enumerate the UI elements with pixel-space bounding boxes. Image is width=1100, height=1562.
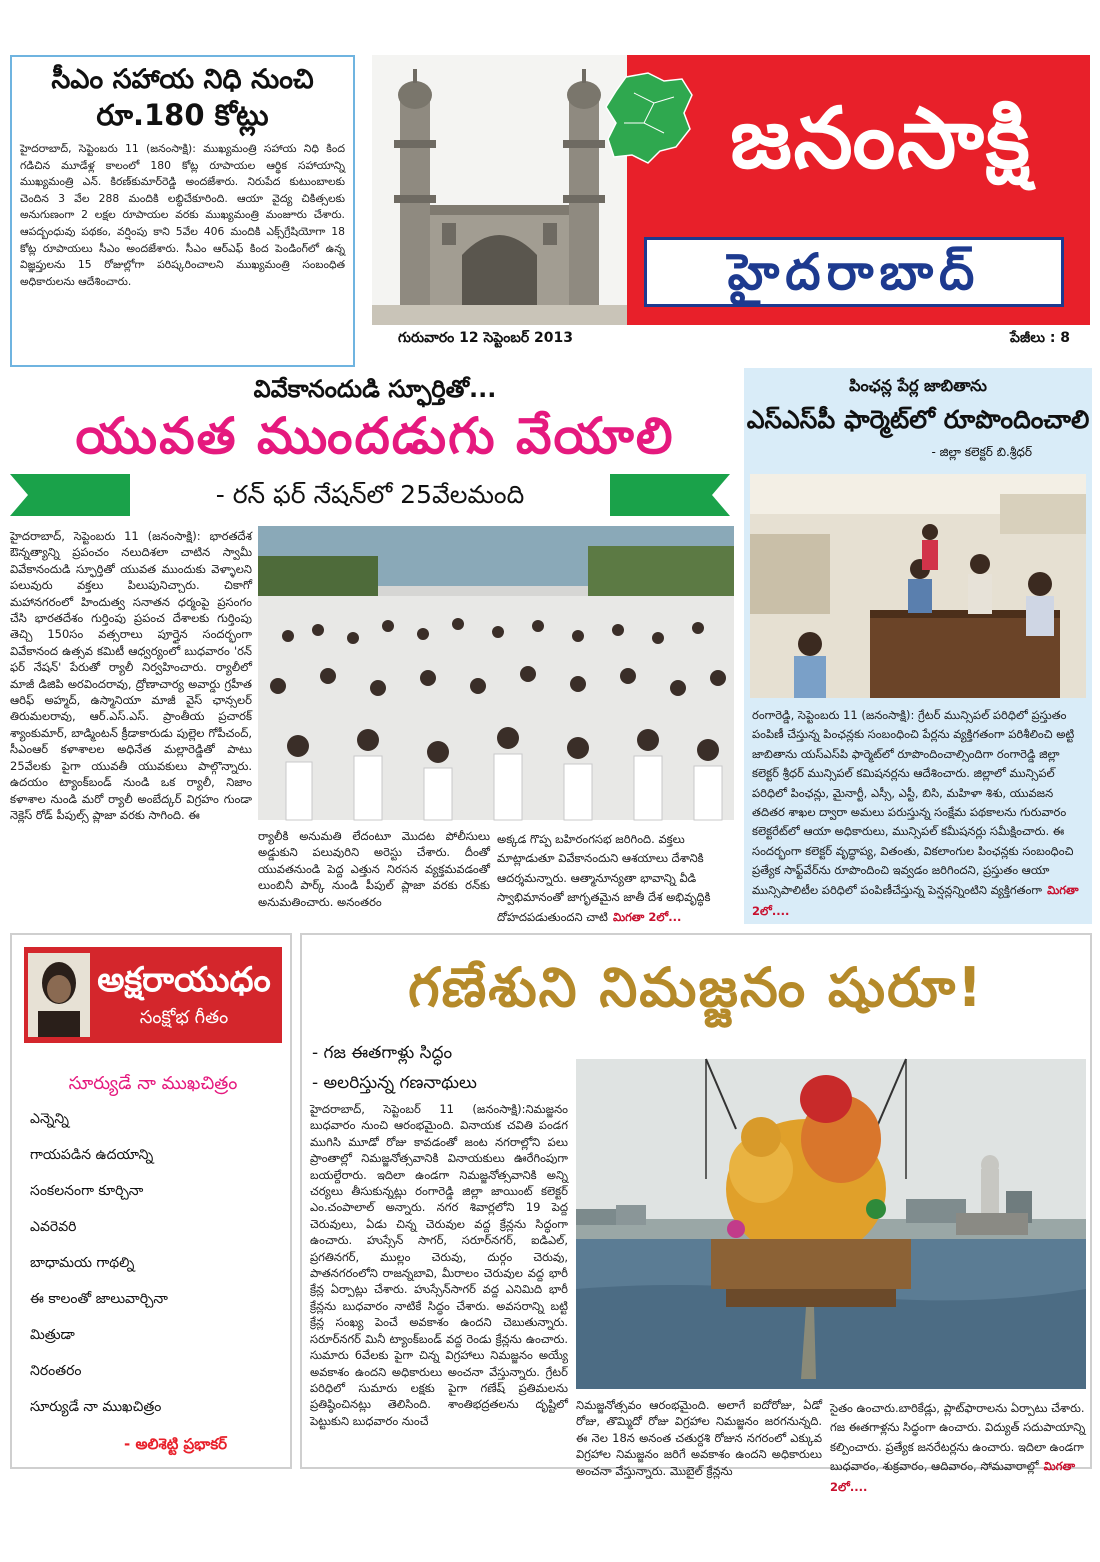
- youth-headline: యువత ముందడుగు వేయాలి: [75, 407, 675, 465]
- poem-line: నిరంతరం: [30, 1363, 82, 1379]
- masthead: [372, 55, 1090, 325]
- youth-body-col3-text: అక్కడ గొప్ప బహిరంగసభ జరిగింది. వక్తలు మాట్లాడుతూ వివేకానందుని ఆశయాలు దేశానికి ఆదర్శమన్నారు. ఆత్మానూన్యతా భావాన్ని వీడి స్వాభిమానంతో జాగృతమైన జాతీ దేశ అభివృద్ధికి దోహదపడుతుందని చాటి: [497, 832, 711, 924]
- ganesh-body-col3: [830, 1397, 1086, 1495]
- cm-fund-headline-2: రూ.180 కోట్లు: [96, 98, 269, 132]
- edition-banner: [644, 237, 1064, 307]
- youth-subhead-ribbon: [10, 474, 730, 516]
- ganesh-subhead-1: - గజ ఈతగాళ్లు సిద్ధం: [312, 1043, 453, 1063]
- poem-logo-subtitle: సంక్షోభ గీతం: [139, 1007, 229, 1028]
- ganesh-body-col3-text: సైతం ఉంచారు.బారికేడ్లు, ప్లాట్‌ఫారాలను ఏర్పాటు చేశారు. గజ ఈతగాళ్లను సిద్ధంగా ఉంచారు. విద్యుత్ సదుపాయాన్ని కల్పించారు. ప్రత్యేక జనరేటర్లను ఉంచారు. ఇదిలా ఉండగా బుధవారం, శుక్రవారం, ఆదివారం, సోమవారాల్లో: [830, 1401, 1086, 1474]
- cm-fund-headline-1: సీఎం సహాయ నిధి నుంచి: [51, 64, 314, 95]
- poem-line: సూర్యుడే నా ముఖచిత్రం: [30, 1399, 162, 1415]
- youth-continued-link[interactable]: మిగతా 2లో...: [612, 909, 682, 924]
- pension-headline: ఎస్ఎస్‌పీ ఫార్మెట్‌లో రూపొందించాలి: [746, 405, 1090, 434]
- poem-line: ఈ కాలంతో జాలువార్చినా: [30, 1291, 168, 1307]
- pension-kicker: పింఛన్ల పేర్ల జాబితాను: [849, 376, 987, 395]
- poem-logo-title: అక్షరాయుధం: [97, 960, 271, 1000]
- pension-body-text: రంగారెడ్డి, సెప్టెంబరు 11 (జనంసాక్షి): గ్రేటర్ మున్సిపల్ పరిధిలో ప్రస్తుతం పంపిణీ చేస్తున్న పింఛన్లకు సంబంధించి పేర్లను వ్యక్తిగతంగా పరిశీలించి అట్టి జాబితాను యస్ఎస్‌పి ఫార్మెట్‌లో రూపొందించాల్సిందిగా రంగారెడ్డి జిల్లా కలెక్టర్ శ్రీధర్ మున్సిపల్ కమిషనర్లను ఆదేశించారు. జిల్లాలో మున్సిపల్ పరిధిలో పింఛన్లు, మైనార్టీ, ఎస్సీ, ఎస్టీ, బిసి, మహిళా శిశు, యువజన తదితర శాఖల ద్వారా అమలు పరుస్తున్న సంక్షేమ పథకాలను గురువారం కలెక్టరేట్‌లో ఆయా అధికారులు, మున్సిపల్ కమీషనర్లు సమీక్షించారు. ఈ సందర్భంగా కలెక్టర్ వృద్ధాప్య, వితంతు, వికలాంగుల పింఛన్లకు సంబంధించి ప్రత్యేక సాఫ్ట్‌వేర్‌ను రూపొందించి ఇవ్వడం జరిగిందని, ప్రస్తుతం ఆయా మున్సిపాలిటీల పరిధిలో పంపిణీచేస్తున్న పెన్షన్లన్నింటిని వ్యక్తిగతంగా: [752, 708, 1075, 897]
- pension-byline: - జిల్లా కలెక్టర్ బి.శ్రీధర్: [931, 445, 1032, 459]
- ganesh-body-col2: నిమజ్జనోత్సవం ఆరంభమైంది. అలాగే ఐదోరోజు, ఏడో రోజు, తొమ్మిదో రోజు విగ్రహాల నిమజ్జనం జరగనున్నది. ఈ నెల 18న అనంత చతుర్దశి రోజున నగరంలో ఎక్కువ విగ్రహాల నిమజ్జనం జరిగే అవకాశం ఉందని అధికారులు అంచనా వేస్తున్నారు. మొబైల్ క్రేన్లను: [576, 1398, 822, 1478]
- masthead-pages: పేజీలు : 8: [1010, 330, 1071, 346]
- youth-body-col3: [497, 828, 734, 924]
- charminar-photo: [372, 55, 627, 325]
- poem-title: సూర్యుడే నా ముఖచిత్రం: [68, 1073, 238, 1094]
- poem-line: ఎన్నెన్ని: [30, 1111, 69, 1127]
- ganesh-headline: గణేశుని నిమజ్జనం షురూ!: [408, 956, 984, 1019]
- newspaper-title: జనంసాక్షి: [730, 88, 1032, 187]
- poem-box: [10, 933, 292, 1469]
- ganesh-box: [300, 933, 1092, 1495]
- cm-fund-body: హైదరాబాద్, సెప్టెంబరు 11 (జనంసాక్షి): ముఖ్యమంత్రి సహాయ నిధి కింద గడిచిన మూడేళ్ల కాలంలో 180 కోట్ల రూపాయల ఆర్థిక సహాయాన్ని ముఖ్యమంత్రి ఎన్. కిరణ్‌కుమార్‌రెడ్డి అందజేశారు. నిరుపేద కుటుంబాలకు చెందిన 3 వేల 288 మందికి లబ్ధిచేకూరింది. ఆయా వైద్య చికిత్సలకు అనుగుణంగా 2 లక్షల రూపాయల వరకు ముఖ్యమంత్రి మంజూరు చేశారు. ఆపద్బంధువు పథకం, వర్షింపు కాని 5వేల 406 మందికి ఎక్స్‌గ్రేషియోగా 18 కోట్ల రూపాయలు సీఎం అందజేశారు. సీఎం ఆర్‌ఎఫ్ కింద పెండింగ్‌లో ఉన్న విజ్ఞప్తులను 15 రోజుల్లోగా పరిష్కరించాలని ముఖ్యమంత్రి సంబంధిత అధికారులను ఆదేశించారు.: [20, 142, 345, 288]
- poem-line: గాయపడిన ఉదయాన్ని: [30, 1147, 154, 1163]
- ganesh-body-col1: హైదరాబాద్, సెప్టెంబర్ 11 (జనంసాక్షి):నిమజ్జనం బుధవారం నుంచి ఆరంభమైంది. వినాయక చవితి పండగ ముగిసి మూడో రోజు కావడంతో జంట నగరాల్లోని పలు ప్రాంతాల్లో నిమజ్జనోత్సవానికి వినాయకులు ఊరేగింపుగా బయల్దేరారు. ఇదిలా ఉండగా నిమజ్జనోత్సవానికి అన్ని చర్యలు తీసుకున్నట్లు రంగారెడ్డి జిల్లా జాయింట్ కలెక్టర్ ఎం.చంపాలాల్ అన్నారు. నగర శివార్లలోని 19 పెద్ద చెరువులు, ఏడు చిన్న చెరువుల వద్ద క్రేన్లను సిద్ధంగా ఉంచారు. హుస్సేన్ సాగర్, సరూర్‌నగర్, ఐడిఎల్, ప్రగతినగర్, ముల్లం చెరువు, దుర్గం చెరువు, పాతనగరంలోని రాజన్నబావి, మీరాలం చెరువుల వద్ద భారీ క్రేన్ల ఏర్పాట్లు చేశారు. హుస్సేన్‌సాగర్ వద్ద ఎనిమిది భారీ క్రేన్లను బుధవారం నాటికే సిద్ధం చేశారు. అవసరాన్ని బట్టి క్రేన్ల సంఖ్య పెంచే అవకాశం ఉందని చెబుతున్నారు. సరూర్‌నగర్ మినీ ట్యాంక్‌బండ్ వద్ద రెండు క్రేన్లను ఉంచారు. సుమారు 6వేలకు పైగా చిన్న విగ్రహాలు నిమజ్జనం అయ్యే అవకాశం ఉందని అధికారులు అంచనా వేస్తున్నారు. గ్రేటర్ పరిధిలో సుమారు లక్షకు పైగా గణేష్ ప్రతిమలను ప్రతిష్ఠించినట్లు తెలిసింది. శాంతిభద్రతలను దృష్టిలో పెట్టుకుని బుధవారం నుంచే: [310, 1102, 568, 1428]
- ganesh-subhead-2: - అలరిస్తున్న గణనాథులు: [312, 1073, 477, 1093]
- ganesh-continued-link[interactable]: మిగతా 2లో....: [830, 1459, 1076, 1495]
- poem-author: - అలిశెట్టి ప్రభాకర్: [124, 1435, 228, 1453]
- poem-line: బాధామయ గాథల్ని: [30, 1255, 135, 1271]
- youth-subhead: - రన్ ఫర్ నేషన్‌లో 25వేలమంది: [215, 480, 525, 509]
- pension-panel: [744, 368, 1092, 924]
- edition-name: హైదరాబాద్: [727, 243, 981, 301]
- collector-meeting-photo: [750, 474, 1086, 698]
- poet-portrait-icon: [28, 953, 90, 1037]
- ganesh-immersion-photo: [576, 1059, 1086, 1389]
- run-for-nation-crowd-photo: [258, 526, 734, 820]
- poem-line: సంకలనంగా కూర్చినా: [30, 1183, 144, 1199]
- cm-fund-box: [10, 55, 355, 367]
- youth-kicker: వివేకానందుడి స్ఫూర్తితో...: [253, 375, 497, 403]
- pension-continued-link[interactable]: మిగతా 2లో....: [752, 882, 1079, 918]
- poem-logo: [24, 947, 282, 1043]
- youth-body-col1: హైదరాబాద్, సెప్టెంబరు 11 (జనంసాక్షి): భారతదేశ ఔన్నత్యాన్ని ప్రపంచం నలుదిశలా చాటిన స్వామీ వివేకానందుడి స్ఫూర్తితో యువత ముందుకు వెళ్ళాలని పలువురు వక్తలు పిలుపునిచ్చారు. చికాగో మహానగరంలో హిందుత్వ సనాతన ధర్మంపై ప్రసంగం చేసి భారతదేశం గుర్తింపు ప్రపంచ దేశాలకు గుర్తింపు తెచ్చి 150సం వత్సరాలు పూర్తైన సందర్భంగా వివేకానంద ఉత్సవ కమిటీ ఆధ్వర్యంలో బుధవారం 'రన్ ఫర్ నేషన్' పేరుతో ర్యాలీ నిర్వహించారు. ర్యాలీలో మాజీ డిజిపి అరవిందరావు, ద్రోణాచార్య అవార్డు గ్రహీత ఆరిఫ్ అహ్మద్, ఉస్మానియా మాజీ వైస్ ఛాన్సలర్ తిరుమలరావు, ఆర్.ఎస్.ఎస్. ప్రాంతీయ ప్రచారక్ శ్యాంకుమార్, బాడ్మింటన్ క్రీడాకారుడు పుల్లెల గోపీచంద్, సీఎంఆర్ కళాశాలల అధినేత మల్లారెడ్డితో పాటు 25వేలకు పైగా యువతీ యువకులు పాల్గొన్నారు. ఉదయం ట్యాంక్‌బండ్ నుండి ఒక ర్యాలీ, నిజాం కళాశాల నుండి మరో ర్యాలీ అంబేద్కర్ విగ్రహం గుండా నెక్లెస్ రోడ్ పీపుల్స్ ప్లాజా వరకు సాగింది. ఈ: [10, 529, 252, 822]
- poem-lines: [30, 1111, 290, 1435]
- masthead-date: గురువారం 12 సెప్టెంబర్ 2013: [398, 330, 573, 346]
- poem-line: ఎవరెవరి: [30, 1219, 77, 1235]
- youth-body-col2: ర్యాలీకి అనుమతి లేదంటూ మొదట పోలీసులు అడ్డుకుని పలువురిని అరెస్టు చేశారు. దీంతో యువతనుండి పెద్ద ఎత్తున నిరసన వ్యక్తమవడంతో లుంబినీ పార్క్ నుండి పీపుల్ ప్లాజా వరకు రన్‌కు అనుమతించారు. అనంతరం: [258, 829, 490, 909]
- poem-line: మిత్రుడా: [30, 1327, 75, 1343]
- pension-body: [752, 704, 1084, 918]
